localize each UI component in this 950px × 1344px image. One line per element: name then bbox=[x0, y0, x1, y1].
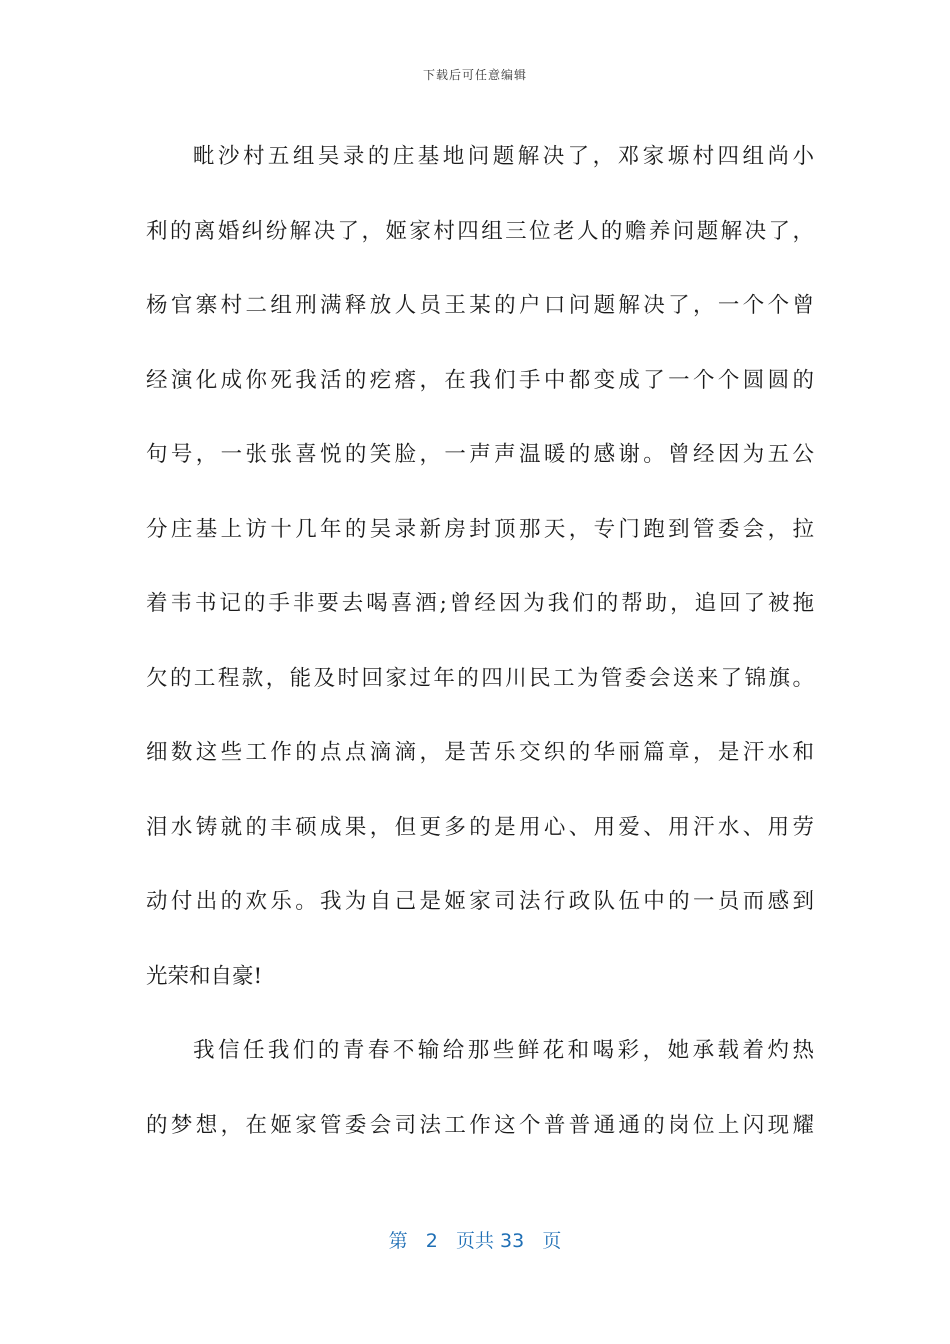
page-footer bbox=[0, 1226, 950, 1253]
text-line: 经演化成你死我活的疙瘩，在我们手中都变成了一个个圆圆的 bbox=[146, 367, 814, 393]
page-label-prefix: 第 bbox=[388, 1230, 408, 1252]
text-line: 句号，一张张喜悦的笑脸，一声声温暖的感谢。曾经因为五公 bbox=[146, 442, 814, 467]
text-line: 的梦想，在姬家管委会司法工作这个普普通通的岗位上闪现耀 bbox=[146, 1112, 814, 1138]
text-line: 毗沙村五组吴录的庄基地问题解决了，邓家塬村四组尚小 bbox=[193, 144, 814, 169]
text-line: 杨官寨村二组刑满释放人员王某的户口问题解决了，一个个曾 bbox=[146, 293, 814, 318]
text-line: 光荣和自豪! bbox=[146, 963, 263, 989]
total-pages-number: 33 bbox=[500, 1230, 525, 1252]
text-line: 分庄基上访十几年的吴录新房封顶那天，专门跑到管委会，拉 bbox=[146, 516, 814, 542]
page-label-middle: 页共 bbox=[455, 1230, 494, 1252]
current-page-number: 2 bbox=[425, 1230, 438, 1252]
paragraph-2 bbox=[146, 1014, 814, 1163]
text-line: 我信任我们的青春不输给那些鲜花和喝彩，她承载着灼热 bbox=[193, 1038, 814, 1063]
text-line: 泪水铸就的丰硕成果，但更多的是用心、用爱、用汗水、用劳 bbox=[146, 814, 814, 840]
text-line: 欠的工程款，能及时回家过年的四川民工为管委会送来了锦旗。 bbox=[146, 665, 814, 691]
page-header: 下载后可任意编辑 bbox=[422, 68, 527, 82]
page-label-suffix: 页 bbox=[542, 1230, 562, 1252]
paragraph-1 bbox=[146, 120, 814, 1014]
text-line: 细数这些工作的点点滴滴，是苦乐交织的华丽篇章，是汗水和 bbox=[146, 740, 814, 765]
text-line: 动付出的欢乐。我为自己是姬家司法行政队伍中的一员而感到 bbox=[146, 889, 814, 914]
document-body bbox=[146, 120, 814, 1163]
text-line: 着韦书记的手非要去喝喜酒;曾经因为我们的帮助，追回了被拖 bbox=[146, 591, 814, 616]
text-line: 利的离婚纠纷解决了，姬家村四组三位老人的赡养问题解决了， bbox=[146, 218, 814, 244]
